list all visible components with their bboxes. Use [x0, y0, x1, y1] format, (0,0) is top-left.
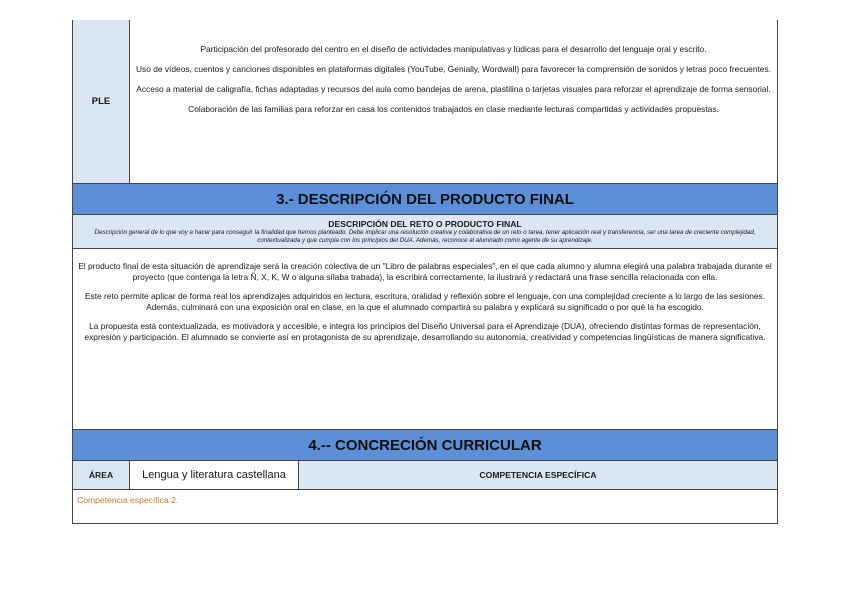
- challenge-description-box: [73, 215, 777, 249]
- challenge-description-title: DESCRIPCIÓN DEL RETO O PRODUCTO FINAL: [328, 219, 522, 229]
- competencia-row[interactable]: [73, 490, 777, 524]
- challenge-description-text: Descripción general de lo que voy a hacer para conseguir la finalidad que hemos planteado. Debe implicar una resolución creativa y colaborativa de un reto o tarea, tener aplicación real y transferencia, ser una tarea de creciente complejidad, contextualizada y que cumpla con los principios del DUA. Además, reconoce al alumnado como agente de su aprendizaje.: [94, 229, 756, 244]
- competencia-header: COMPETENCIA ESPECÍFICA: [299, 461, 777, 489]
- ple-item: Participación del profesorado del centro en el diseño de actividades manipulativas y lúdicas para el desarrollo del lenguaje oral y escrito.: [200, 44, 707, 54]
- section-4-header: 4.-- CONCRECIÓN CURRICULAR: [73, 430, 777, 461]
- ple-item: Colaboración de las familias para reforzar en casa los contenidos trabajados en clase mediante lecturas compartidas y actividades propuestas.: [188, 104, 719, 114]
- area-label: ÁREA: [73, 461, 130, 489]
- product-paragraph: Este reto permite aplicar de forma real los aprendizajes adquiridos en lectura, escritura, oralidad y reflexión sobre el lenguaje, con una complejidad creciente a lo largo de las sesiones. Además, culminará con una exposición oral en clase, en la que el alumnado compartirá su palabra y explicará su significado o por qué la ha escogido.: [84, 291, 766, 312]
- ple-row: [73, 20, 777, 184]
- ple-item: Acceso a material de caligrafía, fichas adaptadas y recursos del aula como bandejas de arena, plastilina o tarjetas visuales para reforzar el aprendizaje de forma sensorial.: [136, 84, 771, 94]
- area-row: [73, 461, 777, 490]
- area-value[interactable]: Lengua y literatura castellana: [130, 461, 299, 489]
- ple-items: [130, 20, 777, 183]
- section-3-header: 3.- DESCRIPCIÓN DEL PRODUCTO FINAL: [73, 184, 777, 215]
- document-sheet: [72, 20, 778, 524]
- product-description-body: [73, 249, 777, 430]
- product-paragraph: El producto final de esta situación de aprendizaje será la creación colectiva de un "Libro de palabras especiales", en el que cada alumno y alumna elegirá una palabra trabajada durante el proyecto (que contenga la letra Ñ, X, K, W o alguna sílaba trabada), la escribirá correctamente, la ilustrará y redactará una frase sencilla relacionada con ella.: [78, 261, 772, 282]
- product-paragraph: La propuesta está contextualizada, es motivadora y accesible, e integra los principios del Diseño Universal para el Aprendizaje (DUA), ofreciendo distintas formas de representación, expresión y participación. El alumnado se convierte así en protagonista de su aprendizaje, desarrollando su autonomía, creatividad y competencias lingüísticas de manera significativa.: [84, 321, 766, 342]
- competencia-item: Competencia específica 2.: [77, 495, 179, 505]
- ple-label: PLE: [73, 20, 130, 183]
- ple-item: Uso de vídeos, cuentos y canciones disponibles en plataformas digitales (YouTube, Genially, Wordwall) para favorecer la comprensión de sonidos y letras poco frecuentes.: [136, 64, 771, 74]
